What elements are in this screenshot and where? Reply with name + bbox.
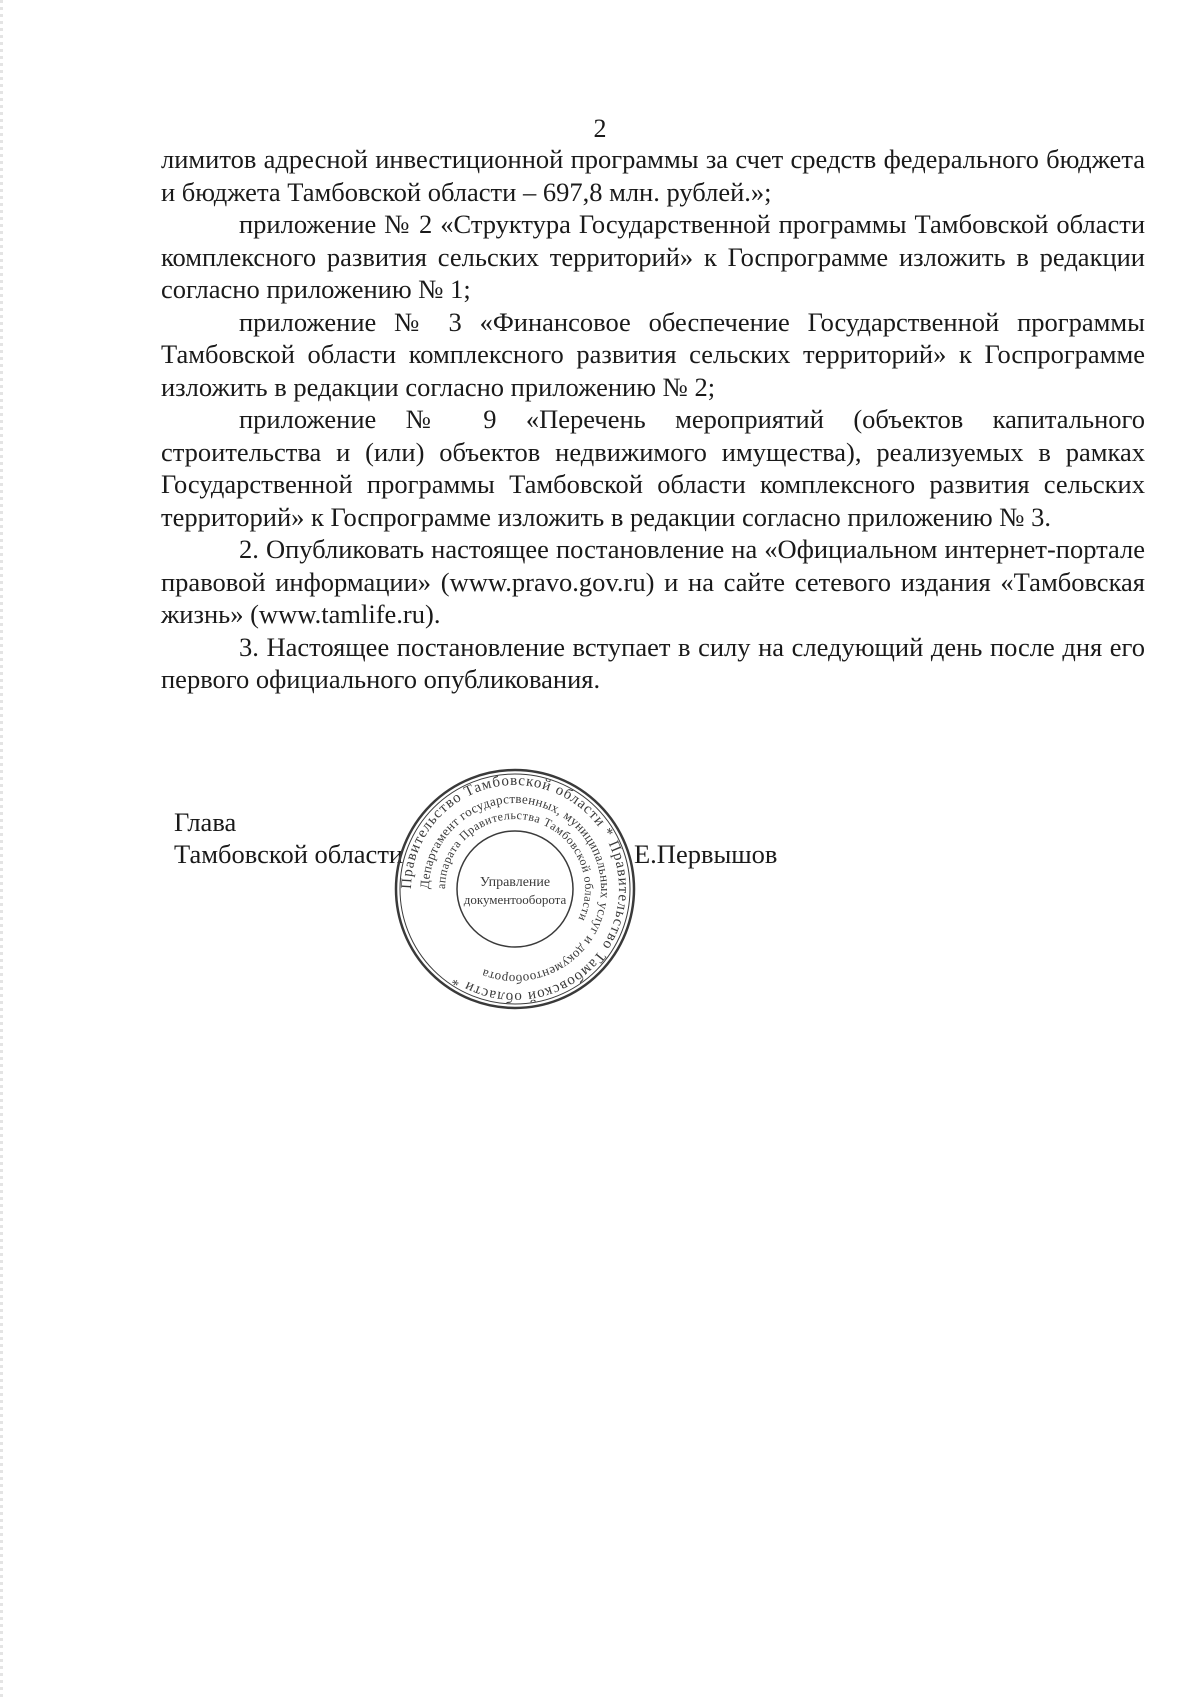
paragraph-effective-date: 3. Настоящее постановление вступает в силу на следующий день после дня его первого официального опубликования.	[161, 631, 1145, 694]
page-number: 2	[593, 114, 607, 143]
paragraph-appendix-2: приложение № 2 «Структура Государственной программы Тамбовской области комплексного развития сельских территорий» к Госпрограмме изложить в редакции согласно приложению № 1;	[161, 209, 1145, 304]
official-stamp-seal	[390, 764, 640, 1014]
paragraph-appendix-9: приложение № 9 «Перечень мероприятий (объектов капитального строительства и (или) объектов недвижимого имущества), реализуемых в рамках Государственной программы Тамбовской области комплексного развития сельских территорий» к Госпрограмме изложить в редакции согласно приложению № 3.	[161, 404, 1145, 532]
paragraph-publish: 2. Опубликовать настоящее постановление на «Официальном интернет-портале правовой информации» (www.pravo.gov.ru) и на сайте сетевого издания «Тамбовская жизнь» (www.tamlife.ru).	[161, 534, 1145, 629]
paragraph-continuation: лимитов адресной инвестиционной программы за счет средств федерального бюджета и бюджета Тамбовской области – 697,8 млн. рублей.»;	[161, 144, 1145, 207]
paragraph-appendix-3: приложение № 3 «Финансовое обеспечение Государственной программы Тамбовской области комплексного развития сельских территорий» к Госпрограмме изложить в редакции согласно приложению № 2;	[161, 306, 1145, 402]
stamp-center-line2: документооборота	[463, 892, 567, 907]
stamp-center-line1: Управление	[479, 875, 551, 890]
signer-name: Е.Первышов	[634, 839, 778, 869]
document-body	[161, 143, 1145, 696]
stamp-inner-text: аппарата Правительства Тамбовской области	[433, 807, 597, 924]
stamp-outer-text: Правительство Тамбовской области * Правительство Тамбовской области *	[398, 772, 632, 1006]
signature-position-line1: Глава	[174, 807, 237, 837]
scan-edge-artifact	[0, 0, 3, 1697]
signature-position	[174, 806, 403, 870]
stamp-middle-text: Департамент государственных, муниципальных услуг и документооборота	[416, 790, 614, 988]
signature-position-line2: Тамбовской области	[174, 839, 404, 869]
